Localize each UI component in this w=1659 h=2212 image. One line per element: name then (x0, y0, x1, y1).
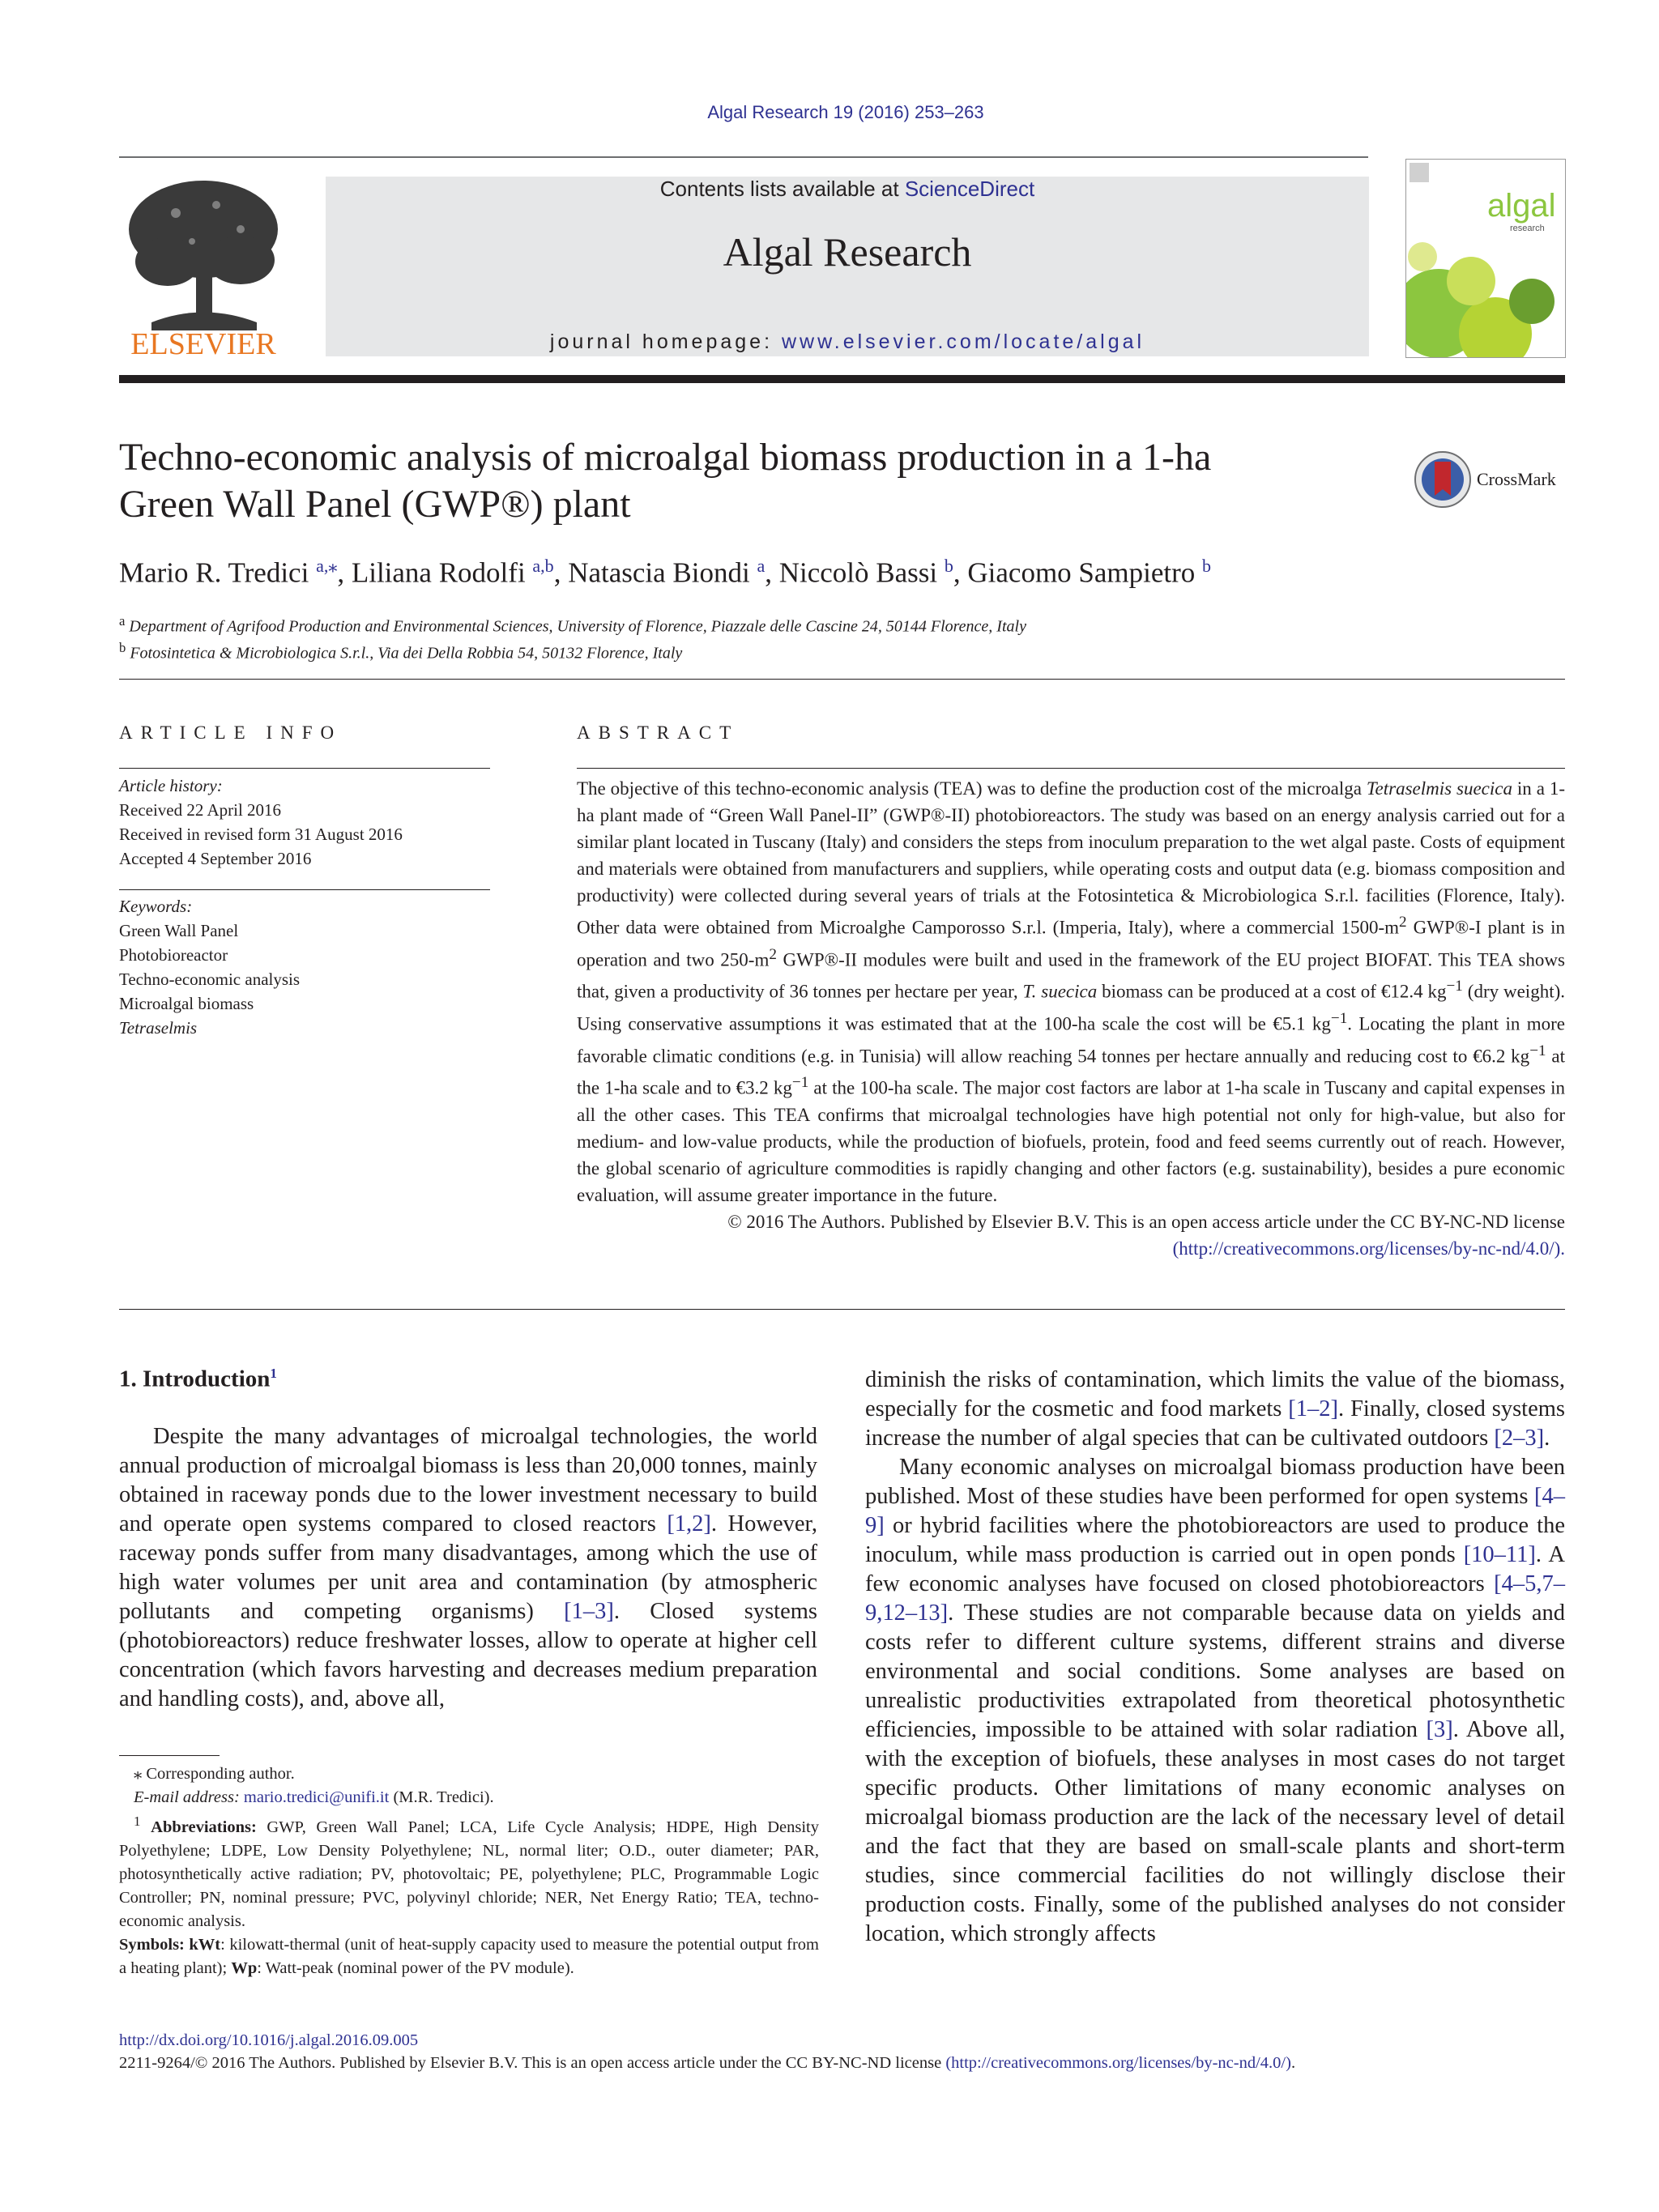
contents-prefix: Contents lists available at (659, 177, 905, 201)
issn-license-line: 2211-9264/© 2016 The Authors. Published by Elsevier B.V. This is an open access article under the CC BY-NC-ND license (http://creativecommons.org/licenses/by-nc-nd/4.0/). (119, 2054, 1296, 2072)
body-paragraph: Despite the many advantages of microalgal technologies, the world annual production of microalgal biomass is less than 20,000 tonnes, mainly obtained in raceway ponds due to the lower investment necessary to build and operate open systems compared to closed reactors [1,2]. However, raceway ponds suffer from many disadvantages, among which the use of high water volumes per unit area and contamination (by atmospheric pollutants and competing organisms) [1–3]. Closed systems (photobioreactors) reduce freshwater losses, allow to operate at higher cell concentration (which favors harvesting and decreases medium preparation and handling costs), and, above all, (119, 1424, 817, 1711)
keyword: Microalgal biomass (119, 994, 254, 1013)
keyword: Tetraselmis (119, 1018, 198, 1038)
article-info-heading: ARTICLE INFO (119, 722, 343, 743)
top-divider (119, 156, 1368, 158)
contents-line (326, 177, 1369, 201)
body-paragraph: Many economic analyses on microalgal biomass production have been published. Most of these studies have been performed for open systems [4–9] or hybrid facilities where the photobioreactors are used to produce the inoculum, while mass production is carried out in open ponds [10–11]. A few economic analyses have focused on closed photobioreactors [4–5,7–9,12–13]. These studies are not comparable because data on yields and costs refer to different culture systems, different strains and diverse environmental and social conditions. Some analyses are based on unrealistic productivities extrapolated from theoretical photosynthetic efficiencies, impossible to be attained with solar radiation [3]. Above all, with the exception of biofuels, these analyses in most cases do not target specific products. Other limitations of many economic analyses on microalgal biomass production are the lack of the necessary level of detail and the fact that they are based on small-scale plants and short-term studies, since commercial facilities do not willingly disclose their production costs. Finally, some of the published analyses do not consider location, which strongly affects (865, 1455, 1566, 1946)
footnote-divider (119, 1755, 220, 1756)
article-title (119, 434, 1415, 528)
citation-link[interactable]: [4–5,7–9,12–13] (865, 1571, 1565, 1626)
affiliation-b: $^b$ Fotosintetica & Microbiologica S.r.l., Via dei Della Robbia 54, 50132 Florence, Italy (119, 639, 683, 663)
license-link[interactable]: (http://creativecommons.org/licenses/by-nc-nd/4.0/). (1172, 1238, 1565, 1259)
keyword: Green Wall Panel (119, 921, 239, 940)
received-date: Received 22 April 2016 (119, 800, 282, 820)
header-thick-divider (119, 375, 1565, 383)
author-affiliation-mark[interactable]: b (1202, 556, 1212, 576)
author-affiliation-mark[interactable]: b (944, 556, 953, 576)
affiliation-a: $^a$ Department of Agrifood Production and Environmental Sciences, University of Florence, Piazzale delle Cascine 24, 50144 Florence, Italy (119, 613, 1026, 636)
cover-subtitle: research (1510, 224, 1545, 233)
divider (119, 1309, 1565, 1310)
citation-link[interactable]: [10–11] (1463, 1542, 1536, 1567)
author-name: Mario R. Tredici (119, 556, 317, 589)
citation-link[interactable]: [1–3] (564, 1599, 614, 1624)
abbreviations-note: $^1$ Abbreviations: GWP, Green Wall Panel; LCA, Life Cycle Analysis; HDPE, High Density Polyethylene; LDPE, Low Density Polyethylene; NL, normal liter; O.D., outer diameter; PAR, photosynthetically active radiation; PV, photovoltaic; PE, polyethylene; PLC, Programmable Logic Controller; PN, nominal pressure; PVC, polyvinyl chloride; NER, Net Energy Ratio; TEA, techno-economic analysis. (119, 1813, 819, 1930)
history-label: Article history: (119, 776, 223, 795)
citation-link[interactable]: [4–9] (865, 1484, 1565, 1538)
abstract-body (577, 775, 1565, 1262)
divider (119, 679, 1565, 680)
title-line-2: Green Wall Panel (GWP®) plant (119, 483, 631, 526)
title-line-1: Techno-economic analysis of microalgal biomass production in a 1-ha (119, 436, 1212, 479)
author-email-link[interactable]: mario.tredici@unifi.it (243, 1788, 390, 1806)
citation-link[interactable]: [2–3] (1494, 1426, 1545, 1451)
divider (119, 768, 490, 769)
homepage-prefix: journal homepage: (549, 330, 782, 353)
body-column-left (119, 1422, 817, 1714)
crossmark-icon (1414, 450, 1472, 509)
body-paragraph: diminish the risks of contamination, which limits the value of the biomass, especially for the cosmetic and food markets [1–2]. Finally, closed systems increase the number of algal species that can be cultivated outdoors [2–3]. (865, 1367, 1565, 1451)
keywords-label: Keywords: (119, 897, 193, 916)
journal-reference-link[interactable]: Algal Research 19 (2016) 253–263 (707, 102, 984, 122)
article-history (119, 774, 492, 871)
footnote-ref[interactable]: 1 (270, 1366, 277, 1381)
divider (119, 889, 490, 890)
corresponding-author-note: ⁎ Corresponding author. (134, 1765, 295, 1783)
keyword: Techno-economic analysis (119, 970, 301, 989)
journal-homepage-line (326, 330, 1369, 354)
divider (577, 768, 1565, 769)
footnotes (119, 1762, 819, 1980)
keyword: Photobioreactor (119, 945, 228, 965)
journal-name: Algal Research (723, 229, 972, 275)
author-name: , Liliana Rodolfi (337, 556, 533, 589)
abstract-paragraph: The objective of this techno-economic analysis (TEA) was to define the production cost of the microalga Tetraselmis suecica in a 1-ha plant made of “Green Wall Panel-II” (GWP®-II) photobioreactors. The study was based on an energy analysis carried out for a similar plant located in Tuscany (Italy) and considers the steps from inoculum preparation to the wet algal paste. Costs of equipment and materials were obtained from manufacturers and suppliers, while operating costs and output data (e.g. biomass composition and productivity) were collected during several years of trials at the Fotosintetica & Microbiologica S.r.l. facilities (Florence, Italy). Other data were obtained from Microalghe Camporosso S.r.l. (Imperia, Italy), where a commercial $1500-m^2$ GWP®-I plant is in operation and two $250-m^2$ GWP®-II modules were built and used in the framework of the EU project BIOFAT. This TEA shows that, given a productivity of 36 tonnes per hectare per year, T. suecica biomass can be produced at a cost of €12.4 $kg^{-1}$ (dry weight). Using conservative assumptions it was estimated that at the 100-ha scale the cost will be €5.1 $kg^{-1}$. Locating the plant in more favorable climatic conditions (e.g. in Tunisia) will allow reaching 54 tonnes per hectare annually and reducing cost to €6.2 $kg^{-1}$ at the 1-ha scale and to €3.2 $kg^{-1}$ at the 100-ha scale. The major cost factors are labor at 1-ha scale in Tuscany and capital expenses in all the other cases. This TEA confirms that microalgal technologies have high potential not only for high-value, but also for medium- and low-value products, while the production of biofuels, protein, food and feed seems currently out of reach. However, the global scenario of agriculture commodities is rapidly changing and other factors (e.g. sustainability), besides a pure economic evaluation, will assume greater importance in the future. (577, 778, 1566, 1205)
crossmark-label: CrossMark (1477, 469, 1556, 489)
symbols-note: Symbols: kWt: kilowatt-thermal (unit of heat-supply capacity used to measure the potential output from a heating plant); Wp: Watt-peak (nominal power of the PV module). (119, 1935, 819, 1977)
elsevier-logo (119, 173, 288, 359)
author-affiliation-mark[interactable]: a,⁎ (316, 556, 338, 576)
copyright-notice: © 2016 The Authors. Published by Elsevier B.V. This is an open access article under the CC BY-NC-ND license (http://creativecommons.org/licenses/by-nc-nd/4.0/). (727, 1211, 1565, 1259)
revised-date: Received in revised form 31 August 2016 (119, 825, 403, 844)
author-affiliation-mark[interactable]: a,b (532, 556, 554, 576)
journal-cover-image (1405, 159, 1566, 358)
journal-homepage-link[interactable]: www.elsevier.com/locate/algal (781, 330, 1145, 353)
affiliations (119, 611, 1496, 663)
elsevier-wordmark: ELSEVIER (130, 327, 276, 359)
author-name: , Natascia Biondi (553, 556, 757, 589)
email-note: E-mail address: mario.tredici@unifi.it (M.R. Tredici). (134, 1788, 494, 1806)
section-heading-introduction: 1. Introduction$^1$ (119, 1366, 277, 1392)
body-column-right (865, 1366, 1565, 1949)
citation-link[interactable]: [3] (1426, 1717, 1453, 1742)
author-name: , Niccolò Bassi (765, 556, 945, 589)
abstract-heading: ABSTRACT (577, 722, 740, 743)
cover-title: algal (1487, 188, 1556, 224)
doi-link[interactable]: http://dx.doi.org/10.1016/j.algal.2016.09.005 (119, 2031, 419, 2049)
citation-link[interactable]: [1–2] (1288, 1396, 1339, 1421)
sciencedirect-link[interactable]: ScienceDirect (904, 177, 1035, 201)
author-list (119, 556, 1496, 590)
author-affiliation-mark[interactable]: a (757, 556, 766, 576)
license-link[interactable]: (http://creativecommons.org/licenses/by-nc-nd/4.0/) (945, 2054, 1291, 2072)
author-name: , Giacomo Sampietro (953, 556, 1203, 589)
citation-link[interactable]: [1,2] (667, 1511, 711, 1536)
accepted-date: Accepted 4 September 2016 (119, 849, 312, 868)
crossmark-badge[interactable] (1414, 450, 1556, 509)
keywords (119, 894, 492, 1040)
